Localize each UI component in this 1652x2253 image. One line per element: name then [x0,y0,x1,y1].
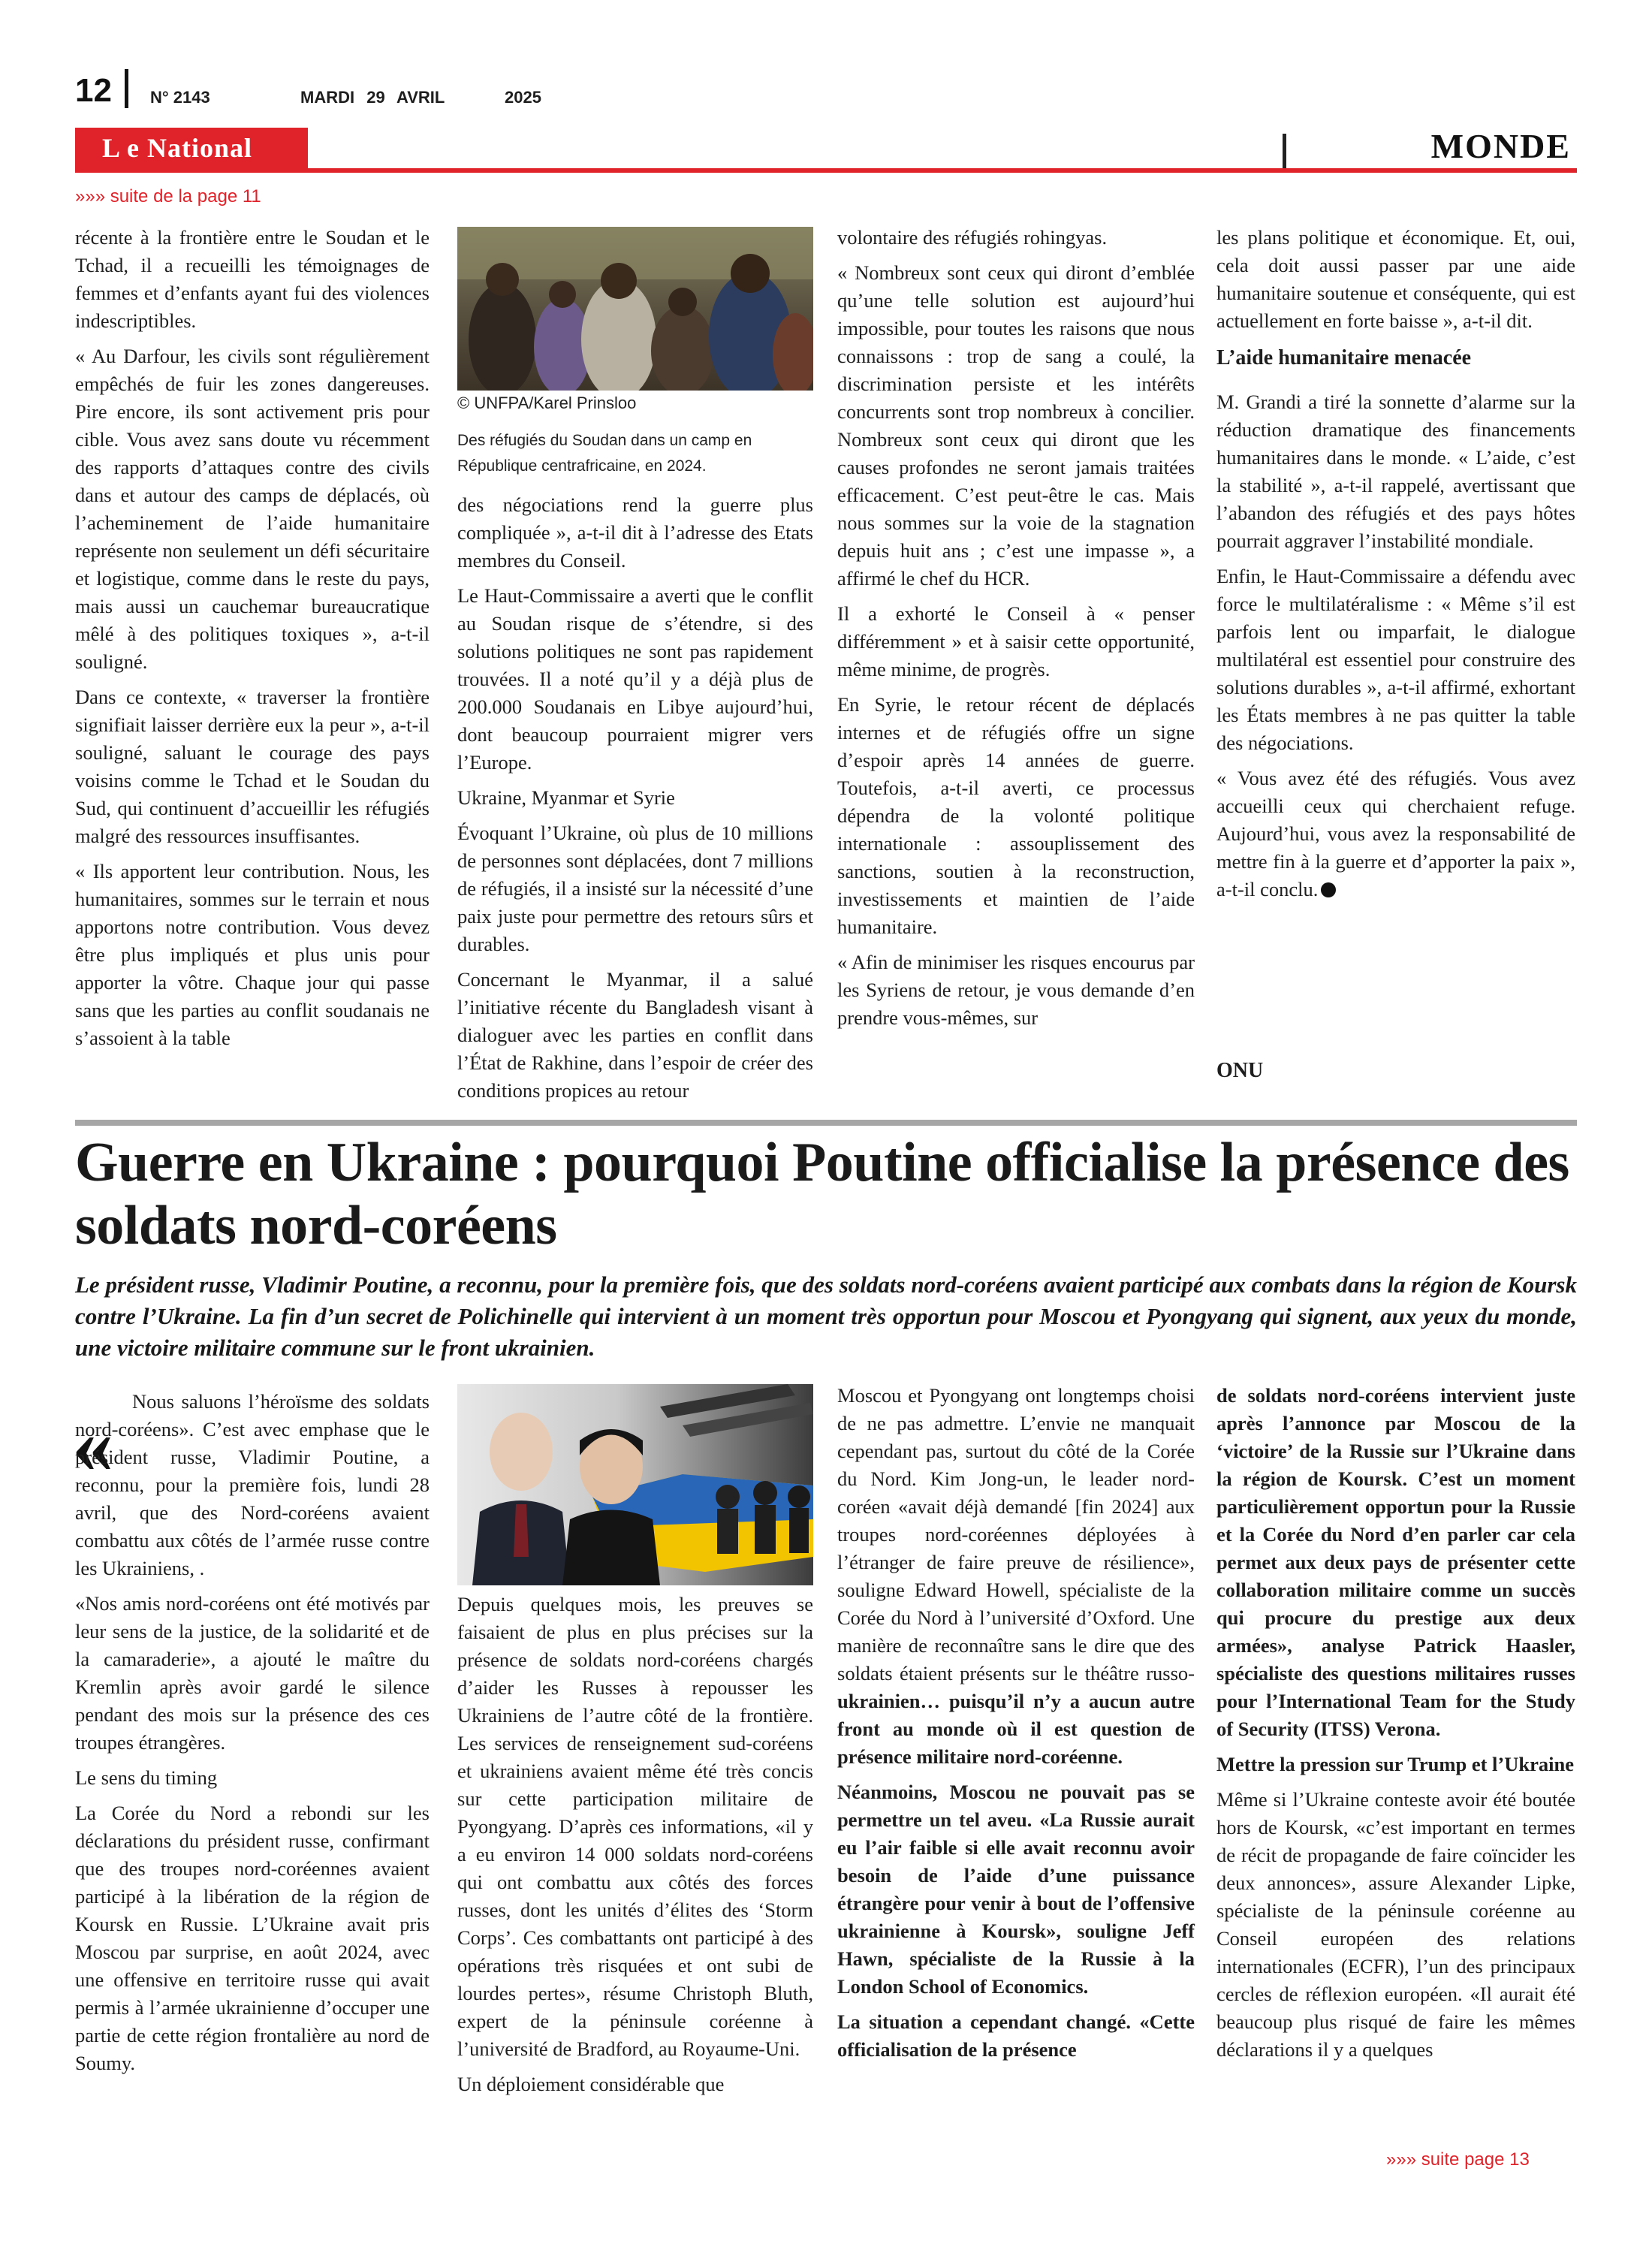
paragraph: Depuis quelques mois, les preuves se faisaient de plus en plus précises sur la présence de soldats nord-coréens chargés d’aider les Russes à repousser les Ukrainiens de l’autre côté de la frontière. Les services de renseignement sud-coréens et ukrainiens avaient même été très concis sur cette participation militaire de Pyongyang. D’après ces informations, «il y a eu environ 14 000 soldats nord-coréens qui ont combattu aux côtés des forces russes, dont les unités d’élites des ‘Storm Corps’. Ces combattants ont participé à des opérations très risquées et ont subi de lourdes pertes», résume Christoph Bluth, expert de la péninsule coréenne à l’université de Bradford, au Royaume-Uni. [457,1593,813,2060]
subheading: L’aide humanitaire menacée [1216,346,1472,369]
top-article-column-2 [457,491,813,1112]
paragraph: La Corée du Nord a rebondi sur les déclarations du président russe, confirmant que des troupes nord-coréennes avaient participé à la libération de la région de Koursk en Russie. L’Ukraine avait pris Moscou par surprise, en août 2024, avec une offensive en territoire russe qui avait permis à l’armée ukrainienne d’occuper une partie de cette région frontalière au nord de Soumy. [75,1802,430,2074]
paragraph: « Nombreux sont ceux qui diront d’emblée qu’une telle solution est aujourd’hui impossible, pour toutes les raisons que nous connaissons : trop de sang a coulé, la discrimination persiste et les intérêts concurrents sont trop nombreux à concilier. Nombreux sont ceux qui diront que les causes profondes ne seront jamais traitées efficacement. C’est peut-être le cas. Mais nous sommes sur la voie de la stagnation depuis huit ans ; c’est une impasse », a affirmé le chef du HCR. [837,261,1195,590]
paragraph-bold: Néanmoins, Moscou ne pouvait pas se permettre un tel aveu. «La Russie aurait eu l’air faible si elle avait reconnu avoir besoin de l’aide d’une puissance étrangère pour venir à bout de l’offensive ukrainienne à Koursk», souligne Jeff Hawn, spécialiste de la Russie à la London School of Economics. [837,1781,1195,1998]
paragraph: les plans politique et économique. Et, oui, cela doit aussi passer par une aide humanitaire soutenue et conséquente, qui est actuellement en forte baisse », a-t-il dit. [1216,226,1575,332]
photo-credit: © UNFPA/Karel Prinsloo [457,394,637,412]
photo-caption: Des réfugiés du Soudan dans un camp en République centrafricaine, en 2024. [457,432,752,475]
paragraph-text: Moscou et Pyongyang ont longtemps choisi de ne pas admettre. L’envie ne manquait cependant pas, surtout du côté de la Corée du Nord. Kim Jong-un, le leader nord-coréen «avait déjà demandé [fin 2024] aux troupes nord-coréennes déployées à l’étranger de faire preuve de résilience», souligne Edward Howell, spécialiste de la Corée du Nord à l’université d’Oxford. Une manière de reconnaître sans le dire que des soldats étaient présents sur le théâtre russo- [837,1384,1195,1684]
paragraph-bold: de soldats nord-coréens intervient juste après l’annonce par Moscou de la ‘victoire’ de la Russie sur l’Ukraine dans la région de Koursk. C’est un moment particulièrement opportun pour la Russie et la Corée du Nord d’en parler car cela permet aux deux pays de présenter cette collaboration militaire comme un succès qui procure du prestige aux deux armées», analyse Patrick Haasler, spécialiste des questions militaires russes pour l’International Team for the Study of Security (ITSS) Verona. [1216,1384,1575,1740]
paragraph: «Nos amis nord-coréens ont été motivés par leur sens de la justice, de la solidarité et de la camaraderie», a ajouté le maître du Kremlin après avoir gardé le silence pendant des mois sur la présence des ces troupes étrangères. [75,1592,430,1754]
top-article-column-1 [75,224,430,1060]
paragraph-bold-text: ukrainien… puisqu’il n’y a aucun autre front au monde où il est question de présence militaire nord-coréenne. [837,1690,1195,1768]
paragraph: Concernant le Myanmar, il a salué l’initiative récente du Bangladesh visant à dialoguer avec les parties en conflit dans l’État de Rakhine, dans l’espoir de créer des conditions propices au retour [457,968,813,1102]
paragraph: Un déploiement considérable que [457,2073,725,2095]
refugees-photo-image [457,227,813,391]
paragraph [75,1388,430,1582]
article-lede: Le président russe, Vladimir Poutine, a reconnu, pour la première fois, que des soldats nord-coréens avaient participé aux combats dans la région de Koursk contre l’Ukraine. La fin d’un secret de Polichinelle qui intervient à un moment très opportun pour Moscou et Pyongyang qui signent, aux yeux du monde, une victoire militaire commune sur le front ukrainien. [75,1271,1577,1361]
paragraph: récente à la frontière entre le Soudan et le Tchad, il a recueilli les témoignages de femmes et d’enfants ayant fui des violences indescriptibles. [75,226,430,332]
issue-date: MARDI 29 AVRIL [300,88,445,107]
article-signature: ONU [1216,1059,1264,1082]
section-divider [1283,134,1286,168]
refugees-photo [457,227,813,391]
main-headline: Guerre en Ukraine : pourquoi Poutine officialise la présence des soldats nord-coréens [75,1132,1569,1256]
main-article-column-4 [1216,1382,1575,2071]
paragraph: Évoquant l’Ukraine, où plus de 10 millions de personnes sont déplacées, dont 7 millions de réfugiés, il a insisté sur la nécessité d’une paix juste pour permettre des retours sûrs et durables. [457,822,813,955]
paragraph: volontaire des réfugiés rohingyas. [837,226,1108,249]
paragraph: « Afin de minimiser les risques encourus par les Syriens de retour, je vous demande d’en prendre vous-mêmes, sur [837,951,1195,1029]
putin-kim-photo [457,1384,813,1585]
putin-kim-photo-image [457,1384,813,1585]
paragraph: « Au Darfour, les civils sont régulièrement empêchés de fuir les zones dangereuses. Pire encore, ils sont activement pris pour cible. Vous avez sans doute vu récemment des rapports d’attaques contre des civils dans et autour des camps de déplacés, où l’acheminement de l’aide humanitaire représente non seulement un défi sécuritaire et logistique, comme dans le reste du pays, mais aussi un cauchemar bureaucratique mêlé à des politiques toxiques », a-t-il souligné. [75,345,430,673]
dropcap-quote-icon: « [72,1398,113,1490]
paragraph: En Syrie, le retour récent de déplacés internes et de réfugiés offre un signe d’espoir après 14 années de guerre. Toutefois, a-t-il averti, ce processus dépendra de la volonté politique internationale : assouplissement des sanctions, soutien à la reconstruction, investissements et maintien de l’aide humanitaire. [837,693,1195,938]
subheading-plain: Le sens du timing [75,1766,218,1789]
subheading: Mettre la pression sur Trump et l’Ukraine [1216,1753,1574,1775]
main-article-column-1 [75,1388,430,2085]
main-article-column-3 [837,1382,1195,2071]
paragraph: « Ils apportent leur contribution. Nous, les humanitaires, sommes sur le terrain et nous apportons notre contribution. Vous devez être plus impliqués et plus unis pour apporter la vôtre. Chaque jour qui passe sans que les parties au conflit soudanais ne s’assoient à la table [75,860,430,1049]
paragraph: Même si l’Ukraine conteste avoir été boutée hors de Koursk, «c’est important en termes de récit de propagande de faire coïncider les deux annonces», assure Alexander Lipke, spécialiste de la péninsule coréenne au Conseil européen des relations internationales (ECFR), l’un des principaux cercles de réflexion européen. «Il aurait été beaucoup plus risqué de faire les mêmes déclarations il y a quelques [1216,1788,1575,2061]
paragraph [1216,765,1575,903]
subheading-plain: Ukraine, Myanmar et Syrie [457,786,675,809]
closing-quote-text: « Vous avez été des réfugiés. Vous avez accueilli ceux qui cherchaient refuge. Aujourd’hui, vous avez la responsabilité de mettre fin à la guerre et d’apporter la paix », a-t-il conclu. [1216,767,1575,900]
top-article-column-3 [837,224,1195,1039]
opening-paragraph: Nous saluons l’héroïsme des soldats nord-coréens». C’est avec emphase que le président russe, Vladimir Poutine, a reconnu, pour la première fois, lundi 28 avril, que des Nord-coréens avaient combattu aux côtés de l’armée russe contre les Ukrainiens, . [75,1390,430,1579]
main-article-column-2 [457,1591,813,2106]
paragraph: Enfin, le Haut-Commissaire a défendu avec force le multilatéralisme : « Même s’il est parfois lent ou imparfait, le dialogue multilatéral est essentiel pour construire des solutions durables », a-t-il affirmé, exhortant les États membres à ne pas quitter la table des négociations. [1216,565,1575,754]
paragraph: M. Grandi a tiré la sonnette d’alarme sur la réduction dramatique des financements humanitaires dans le monde. « L’aide, c’est la stabilité », a-t-il rappelé, avertissant que l’abandon des réfugiés et des pays hôtes pourrait aggraver l’instabilité mondiale. [1216,391,1575,552]
issue-year: 2025 [505,88,541,107]
paragraph: Le Haut-Commissaire a averti que le conflit au Soudan risque de s’étendre, si des solutions politiques ne sont pas rapidement trouvées. Il a noté qu’il y a déjà plus de 200.000 Soudanais en Libye aujourd’hui, dont beaucoup pourraient migrer vers l’Europe. [457,584,813,774]
paragraph-bold: La situation a cependant changé. «Cette officialisation de la présence [837,2010,1195,2061]
paragraph: des négociations rend la guerre plus compliquée », a-t-il dit à l’adresse des Etats membres du Conseil. [457,493,813,572]
continued-to-link[interactable]: »»» suite page 13 [1386,2149,1530,2170]
paragraph [837,1382,1195,1771]
article-divider [75,1120,1577,1126]
paragraph: Il a exhorté le Conseil à « penser différemment » et à saisir cette opportunité, même minime, de progrès. [837,602,1195,680]
paragraph: Dans ce contexte, « traverser la frontière signifiait laisser derrière eux la peur », a-t-il souligné, saluant le courage des pays voisins comme le Tchad et le Soudan du Sud, qui continuent d’accueillir les réfugiés malgré des ressources insuffisantes. [75,686,430,847]
top-article-column-4 [1216,224,1575,911]
issue-number: N° 2143 [150,88,210,107]
page-number-divider [125,69,128,108]
section-title: MONDE [1430,127,1571,165]
continued-from-link[interactable]: »»» suite de la page 11 [75,186,261,207]
end-mark-icon [1321,882,1336,897]
page-number: 12 [75,72,112,109]
brand-logo: L e National [102,133,253,163]
